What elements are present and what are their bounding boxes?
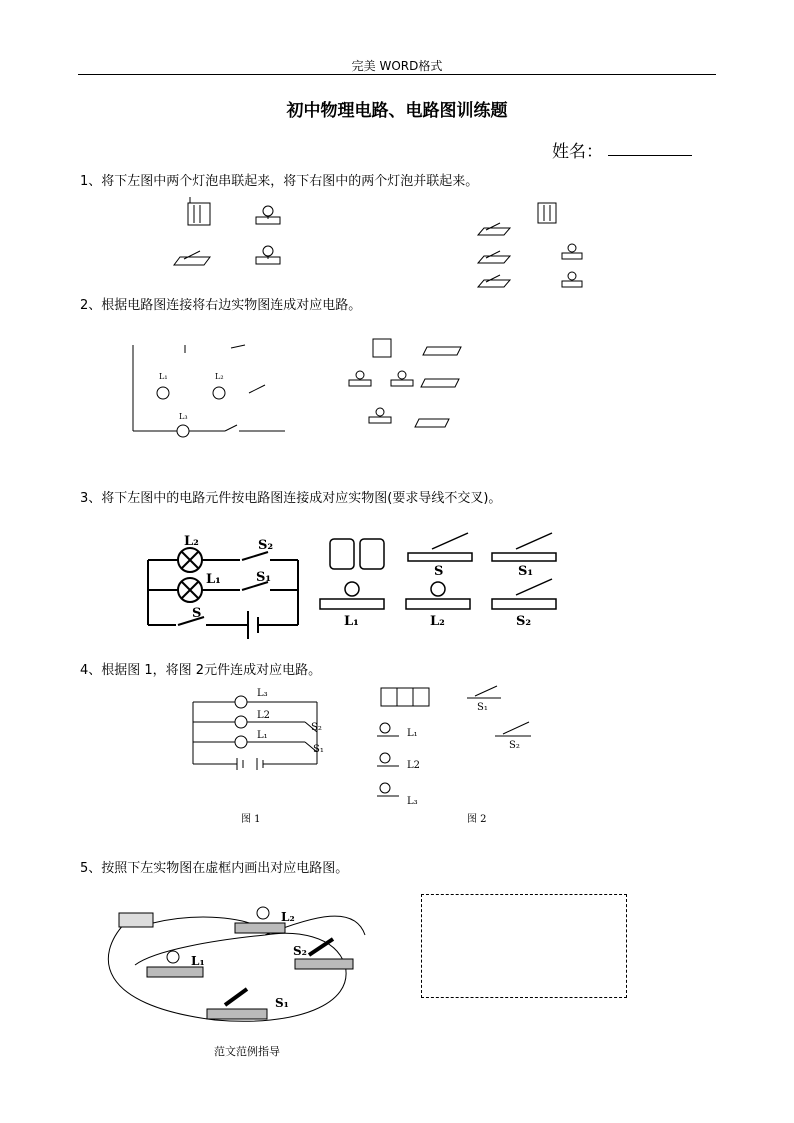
q4-circuit-diagrams: [185, 682, 555, 827]
q2-label-l2: L₂: [215, 372, 224, 381]
name-label: 姓名：: [552, 142, 603, 162]
q4-part-s1: S₁: [477, 702, 488, 713]
battery-icon: [360, 539, 384, 569]
q4-label-s2: S₂: [311, 722, 322, 733]
battery-icon: [119, 913, 153, 927]
q3-label-s: S: [192, 606, 202, 621]
question-4: 4、根据图 1，将图 2元件连成对应电路。: [80, 663, 322, 678]
bulb-holder-icon: [562, 244, 582, 259]
switch-icon: [478, 251, 510, 263]
q4-part-s2: S₂: [509, 740, 520, 751]
q3-part-s: S: [434, 564, 444, 579]
q4-part-l3: L₃: [407, 796, 418, 807]
q4-figure-1-caption: 图 1: [241, 814, 261, 825]
battery-icon: [188, 197, 210, 225]
switch-icon: [207, 1009, 267, 1019]
switch-icon: [478, 223, 510, 235]
q2-circuit-diagram: [125, 335, 470, 445]
q4-label-s1: S₁: [313, 744, 324, 755]
answer-dashed-box[interactable]: [421, 894, 627, 998]
q3-label-l2: L₂: [184, 534, 199, 549]
battery-icon: [538, 203, 556, 223]
switch-icon: [174, 251, 210, 265]
switch-icon: [295, 959, 353, 969]
page-title: 初中物理电路、电路图训练题: [286, 101, 508, 121]
switch-icon: [408, 553, 472, 561]
q3-part-l2: L₂: [430, 614, 445, 629]
q3-part-s1: S₁: [518, 564, 534, 579]
q5-label-l2: L₂: [281, 910, 295, 924]
q2-label-l1: L₁: [159, 372, 168, 381]
bulb-holder-icon: [256, 246, 280, 264]
name-blank-line: [608, 155, 692, 156]
q4-part-l2: L2: [407, 760, 421, 771]
q2-label-l3: L₃: [179, 412, 188, 421]
q4-label-l3: L₃: [257, 688, 268, 699]
q4-label-l1: L₁: [257, 730, 268, 741]
q5-label-s1: S₁: [275, 996, 289, 1010]
page-header: 完美 WORD格式: [351, 59, 443, 73]
q5-label-s2: S₂: [293, 944, 307, 958]
bulb-holder-icon: [562, 272, 582, 287]
q3-part-s2: S₂: [516, 614, 532, 629]
q5-label-l1: L₁: [191, 954, 205, 968]
bulb-holder-icon: [235, 923, 285, 933]
question-2: 2、根据电路图连接将右边实物图连成对应电路。: [80, 298, 362, 313]
bulb-holder-icon: [406, 599, 470, 609]
q5-physical-circuit: [95, 895, 375, 1040]
q3-part-l1: L₁: [344, 614, 359, 629]
q4-part-l1: L₁: [407, 728, 418, 739]
q4-figure-2-caption: 图 2: [467, 814, 487, 825]
switch-icon: [478, 275, 510, 287]
question-1: 1、将下左图中两个灯泡串联起来，将下右图中的两个灯泡并联起来。: [80, 174, 479, 189]
header-divider: [78, 74, 716, 75]
q3-label-l1: L₁: [206, 572, 221, 587]
switch-icon: [492, 553, 556, 561]
page-footer: 范文范例指导: [214, 1045, 280, 1058]
lamp-symbol: [177, 425, 189, 437]
bulb-holder-icon: [256, 206, 280, 224]
q4-label-l2: L2: [257, 710, 271, 721]
switch-icon: [492, 599, 556, 609]
q3-label-s1: S₁: [256, 570, 272, 585]
question-3: 3、将下左图中的电路元件按电路图连接成对应实物图(要求导线不交叉)。: [80, 491, 502, 506]
battery-box-icon: [381, 688, 429, 706]
q3-circuit-diagram: [140, 525, 570, 640]
bulb-holder-icon: [320, 599, 384, 609]
q1-component-figures: [160, 195, 620, 300]
bulb-holder-icon: [147, 967, 203, 977]
q3-label-s2: S₂: [258, 538, 274, 553]
question-5: 5、按照下左实物图在虚框内画出对应电路图。: [80, 861, 349, 876]
battery-icon: [330, 539, 354, 569]
